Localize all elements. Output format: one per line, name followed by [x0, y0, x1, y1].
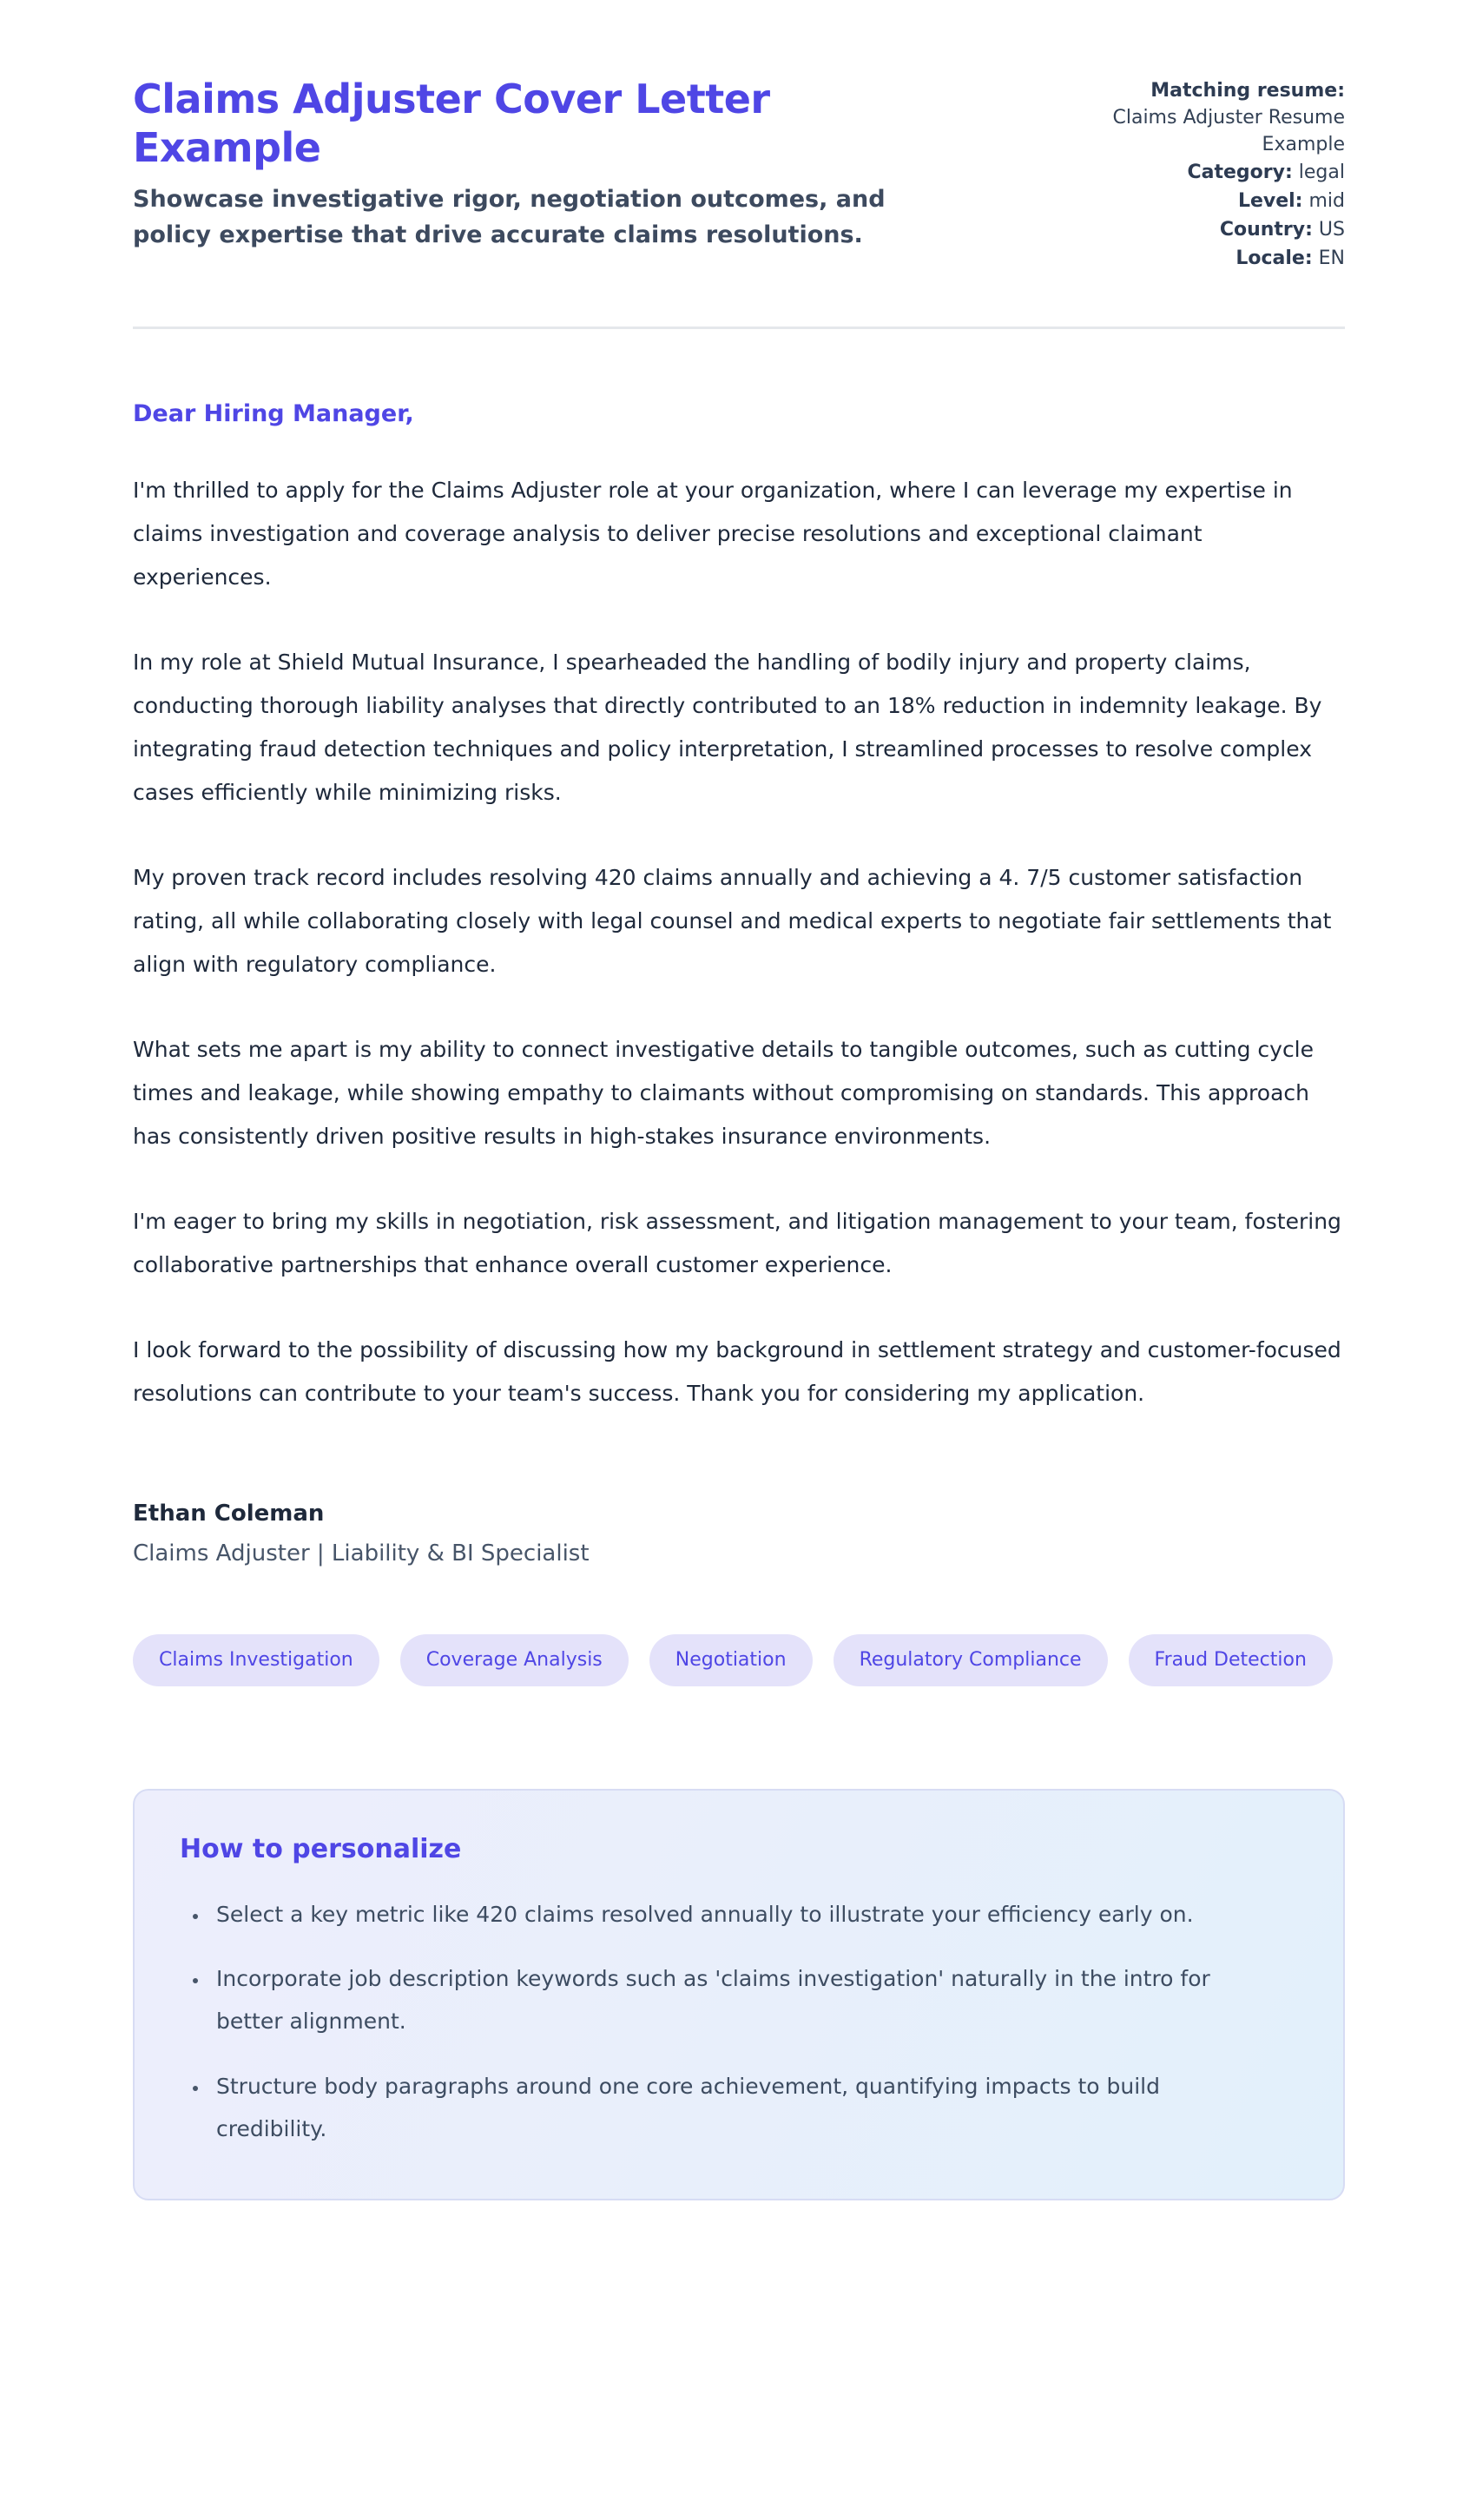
skill-tag: Claims Investigation — [133, 1634, 379, 1686]
meta-label: Category: — [1187, 162, 1293, 184]
header-title-block — [133, 75, 966, 253]
signature-role: Claims Adjuster | Liability & BI Specialist — [133, 1540, 590, 1567]
skill-tags — [133, 1634, 1345, 1686]
meta-value: EN — [1318, 247, 1345, 269]
page-title: Claims Adjuster Cover Letter Example — [133, 76, 770, 172]
letter-paragraph: My proven track record includes resolving 420 claims annually and achieving a 4. 7/5 customer satisfaction rating, all while collaborating closely with legal counsel and medical experts to negotiate fair settlements that align with regulatory compliance. — [133, 864, 1332, 977]
meta-value: mid — [1308, 190, 1345, 213]
meta-row-locale — [1045, 246, 1345, 273]
meta-label: Locale: — [1235, 247, 1313, 269]
letter-paragraph: I'm thrilled to apply for the Claims Adjuster role at your organization, where I can leverage my expertise in claims investigation and coverage analysis to deliver precise resolutions and exceptional claimant experiences. — [133, 477, 1293, 590]
cover-letter-body — [133, 400, 1345, 1567]
letter-paragraph: I look forward to the possibility of discussing how my background in settlement strategy and customer-focused resolutions can contribute to your team's success. Thank you for considering my application. — [133, 1336, 1341, 1406]
meta-value: US — [1318, 218, 1345, 241]
salutation: Dear Hiring Manager, — [133, 399, 414, 427]
matching-resume-label: Matching resume: — [1150, 80, 1345, 102]
header-divider — [133, 327, 1345, 329]
skill-tag: Regulatory Compliance — [834, 1634, 1108, 1686]
meta-label: Country: — [1219, 218, 1313, 241]
page-header — [133, 75, 1345, 273]
meta-label: Level: — [1237, 190, 1303, 213]
skill-tag: Coverage Analysis — [400, 1634, 629, 1686]
tip-item: • Incorporate job description keywords such as 'claims investigation' naturally in the intro for better alignment. — [209, 1958, 1268, 2043]
matching-resume-value: Claims Adjuster Resume Example — [1112, 106, 1345, 155]
skill-tag: Negotiation — [649, 1634, 813, 1686]
meta-row-country — [1045, 217, 1345, 244]
letter-paragraph: In my role at Shield Mutual Insurance, I spearheaded the handling of bodily injury and property claims, conducting thorough liability analyses that directly contributed to an 18% reduction in indemnity leakage. By integrating fraud detection techniques and policy interpretation, I streamlined processes to resolve complex cases efficiently while minimizing risks. — [133, 649, 1322, 805]
personalize-tips — [180, 1894, 1295, 2151]
resume-meta-panel — [1045, 75, 1345, 273]
letter-paragraph: I'm eager to bring my skills in negotiation, risk assessment, and litigation management to your team, fostering collaborative partnerships that enhance overall customer experience. — [133, 1208, 1341, 1277]
meta-row-level — [1045, 188, 1345, 215]
tip-item: • Structure body paragraphs around one core achievement, quantifying impacts to build credibility. — [209, 2066, 1268, 2151]
skill-tag: Fraud Detection — [1129, 1634, 1333, 1686]
meta-value: legal — [1298, 162, 1345, 184]
letter-paragraph: What sets me apart is my ability to connect investigative details to tangible outcomes, such as cutting cycle times and leakage, while showing empathy to claimants without compromising on standards. This approach has consistently driven positive results in high-stakes insurance environments. — [133, 1036, 1315, 1149]
personalize-title: How to personalize — [180, 1833, 462, 1864]
page-subtitle: Showcase investigative rigor, negotiation outcomes, and policy expertise that drive accurate claims resolutions. — [133, 186, 886, 248]
tip-item: • Select a key metric like 420 claims resolved annually to illustrate your efficiency early on. — [209, 1894, 1268, 1936]
meta-row-category — [1045, 160, 1345, 187]
personalize-card — [133, 1789, 1345, 2201]
signature-name: Ethan Coleman — [133, 1500, 325, 1527]
